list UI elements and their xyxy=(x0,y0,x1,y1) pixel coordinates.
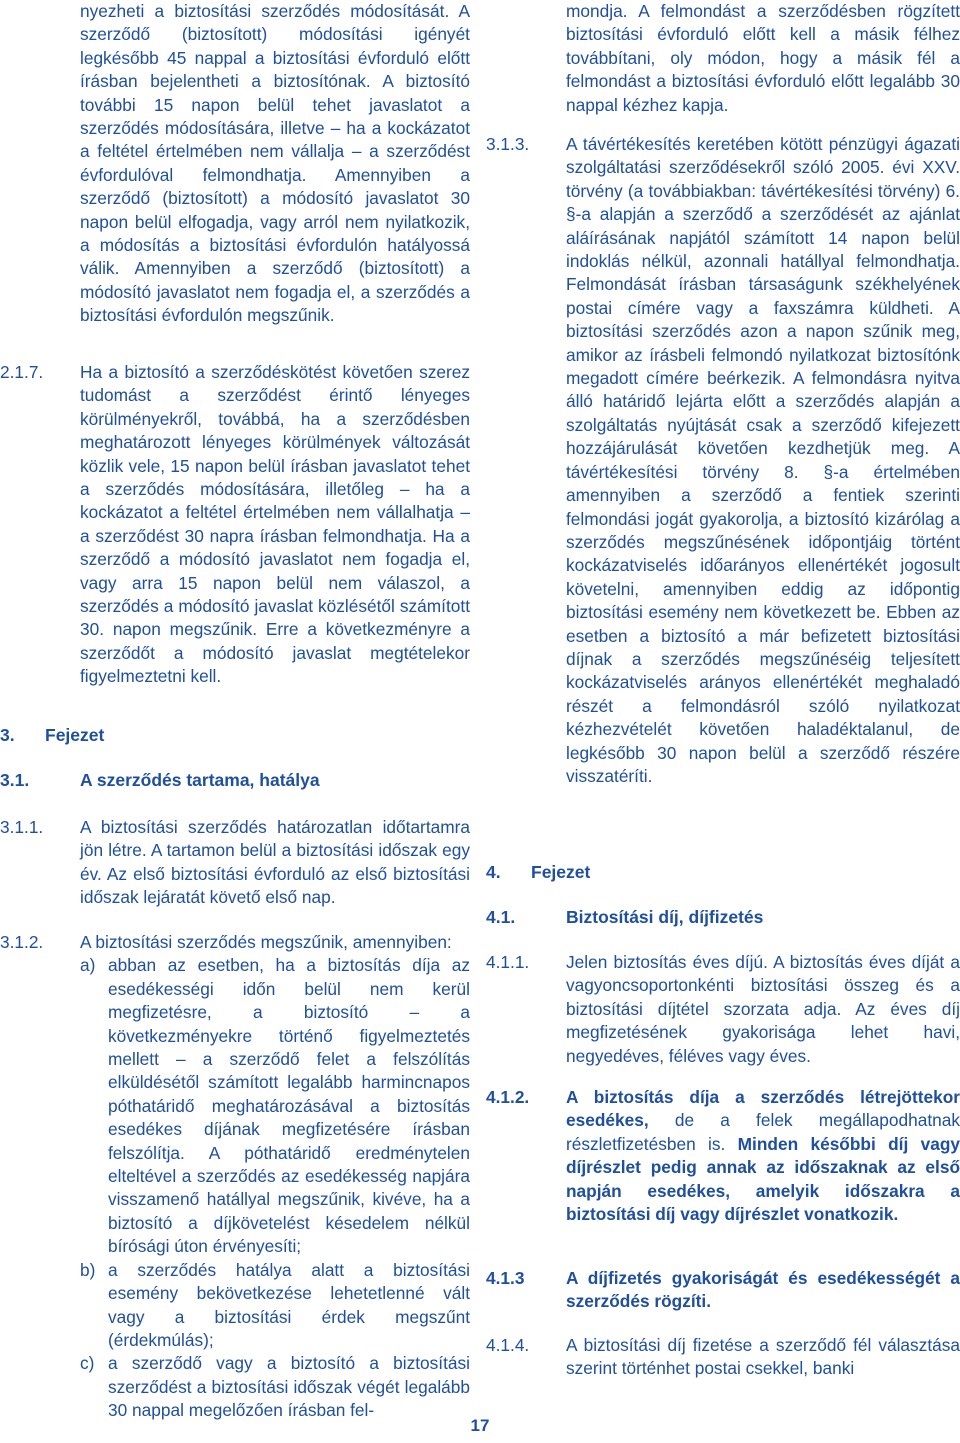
chapter-3-heading xyxy=(0,723,470,747)
page-number: 17 xyxy=(470,1416,490,1435)
section-4-1-3 xyxy=(486,1267,960,1314)
list-text: a szerződő vagy a biztosító a biztosítási szerződést a biztosítási időszak végét legalább 30 nappal megelőzően írásban fel- xyxy=(108,1353,470,1421)
section-2-1-7 xyxy=(0,361,470,689)
continued-paragraph: mondja. A felmondást a szerződésben rögzített biztosítási évforduló előtt kell a másik félhez továbbítani, oly módon, hogy a másik fél a felmondást a biztosítási évforduló előtt legalább 30 nappal kézhez kapja. xyxy=(566,1,960,115)
section-number: 3.1.2. xyxy=(0,932,44,952)
section-4-1-2 xyxy=(486,1086,960,1226)
section-number: 4.1.1. xyxy=(486,952,530,972)
chapter-number: 4. xyxy=(486,862,501,882)
section-text: A biztosítási díj fizetése a szerződő fél választása szerint történhet postai csekkel, banki xyxy=(566,1335,960,1379)
chapter-4-heading xyxy=(486,860,960,884)
list-item xyxy=(80,954,470,1258)
list-marker: a) xyxy=(80,955,96,976)
list-text: a szerződés hatálya alatt a biztosítási esemény bekövetkezése lehetetlenné vált vagy a biztosítási érdek megszűnt (érdekmúlás); xyxy=(108,1259,470,1350)
section-title: Biztosítási díj, díjfizetés xyxy=(566,907,764,927)
list-marker: b) xyxy=(80,1259,96,1280)
section-text: A biztosítási szerződés megszűnik, amennyiben: xyxy=(80,932,452,952)
section-number: 2.1.7. xyxy=(0,362,44,382)
section-number: 4.1.2. xyxy=(486,1087,530,1107)
section-4-1-4 xyxy=(486,1334,960,1381)
section-number: 3.1. xyxy=(0,770,30,790)
section-number: 3.1.3. xyxy=(486,134,530,154)
section-3-1-2 xyxy=(0,931,470,1423)
section-3-1-3 xyxy=(486,133,960,788)
section-text: A díjfizetés gyakoriságát és esedékességét a szerződés rögzíti. xyxy=(566,1268,960,1312)
section-number: 4.1.4. xyxy=(486,1335,530,1355)
continued-paragraph: nyezheti a biztosítási szerződés módosítását. A szerződő (biztosított) módosítási igényét legkésőbb 45 nappal a biztosítási évforduló előtt írásban bejelentheti a biztosítónak. A biztosító további 15 napon belül tehet javaslatot a szerződés módosítására, illetve – ha a kockázatot a feltétel értelmében nem vállalja – a szerződést évfordulóval felmondhatja. Amennyiben a szerződő (biztosított) a módosító javaslatot 30 napon belül elfogadja, vagy arról nem nyilatkozik, a módosítás a biztosítási évfordulón hatályossá válik. Amennyiben a szerződő (biztosított) a módosító javaslatot nem fogadja el, a szerződés a biztosítási évfordulón megszűnik. xyxy=(80,1,470,326)
section-text: A távértékesítés keretében kötött pénzügyi ágazati szolgáltatási szerződésekről szóló 2005. évi XXV. törvény (a továbbiakban: távértékesítési törvény) 6. §-a alapján a szerződő a szerződését az ajánlat aláírásának napjától számított 14 napon belül indoklás nélkül, azonnali hatállyal felmondhatja. Felmondását írásban társaságunk székhelyének postai címére vagy a faxszámra küldheti. A biztosítási szerződés azon a napon szűnik meg, amikor az írásbeli felmondó nyilatkozat biztosítónk megadott címére beérkezik. A felmondásra nyitva álló határidő lejárta előtt a szerződés alapján a szolgáltatás nyújtását csak a szerződő kifejezett hozzájárulását követően kezdhetjük meg. A távértékesítési törvény 8. §-a értelmében amennyiben a szerződő a fentiek szerinti felmondási jogát gyakorolja, a biztosító kizárólag a szerződés megszűnésének időpontjáig történt kockázatviselés időarányos ellenértékét jogosult követelni, amennyiben eddig az időpontig biztosítási esemény nem következett be. Ebben az esetben a biztosító a már befizetett biztosítási díjnak a szerződés megszűnéséig teljesített kockázatviselés arányos ellenértékét meghaladó részét a felmondásról szóló nyilatkozat kézhezvételét követően haladéktalanul, de legkésőbb 30 napon belül a szerződő részére visszatéríti. xyxy=(566,134,960,786)
list-text: abban az esetben, ha a biztosítás díja az esedékességi időn belül nem kerül megfizetésre, a biztosító – a következményekre történő figyelmeztetés mellett – a szerződő felet a felszólítás elküldésétől számított legalább harmincnapos póthatáridő meghatározásával a biztosítás esedékes díjának megfizetésére írásban felszólítja. A póthatáridő eredménytelen elteltével a szerződés az esedékesség napjára visszamenő hatállyal megszűnik, kivéve, ha a biztosító a díjkövetelést késedelem nélkül bírósági úton érvényesíti; xyxy=(108,955,470,1257)
list-marker: c) xyxy=(80,1353,95,1374)
section-text: Ha a biztosító a szerződéskötést követően szerez tudomást a szerződést érintő lényeges körülményekről, továbbá, ha a szerződésben meghatározott lényeges körülmények változását közlik vele, 15 napon belül írásban javaslatot tehet a szerződés módosítására, illetőleg – ha a kockázatot a feltétel értelmében nem vállalhatja – a szerződést 30 napra írásban felmondhatja. Ha a szerződő a módosító javaslatot nem fogadja el, vagy arra 15 napon belül nem válaszol, a szerződés a módosító javaslat közlésétől számított 30. napon megszűnik. Erre a következményre a szerződőt a módosító javaslat megtételekor figyelmeztetni kell. xyxy=(80,362,470,687)
list-item xyxy=(80,1352,470,1422)
list-item xyxy=(80,1259,470,1353)
chapter-title: Fejezet xyxy=(45,725,105,745)
section-intro xyxy=(0,931,470,954)
section-3-1-1 xyxy=(0,816,470,910)
chapter-number: 3. xyxy=(0,725,15,745)
section-4-1-1 xyxy=(486,951,960,1068)
section-text: Jelen biztosítás éves díjú. A biztosítás éves díját a vagyoncsoportonkénti biztosítási összeg és a biztosítási díjtétel szorzata adja. Az éves díj megfizetésének gyakorisága lehet havi, negyedéves, féléves vagy éves. xyxy=(566,952,960,1066)
section-number: 4.1.3 xyxy=(486,1268,525,1288)
section-3-1-heading xyxy=(0,768,470,792)
section-title: A szerződés tartama, hatálya xyxy=(80,770,320,790)
section-number: 3.1.1. xyxy=(0,817,44,837)
section-number: 4.1. xyxy=(486,907,516,927)
section-text: A biztosítási szerződés határozatlan időtartamra jön létre. A tartamon belül a biztosítási időszak egy év. Az első biztosítási évforduló az első biztosítási időszak lejáratát követő első nap. xyxy=(80,817,470,908)
section-text: A biztosítás díja a szerződés létrejöttekor esedékes, de a felek megállapodhatnak részletfizetésben is. Minden későbbi díj vagy díjrészlet pedig annak az időszaknak az első napján esedékes, amelyik időszakra a biztosítási díj vagy díjrészlet vonatkozik. xyxy=(566,1087,960,1225)
chapter-title: Fejezet xyxy=(531,862,591,882)
section-4-1-heading xyxy=(486,905,960,929)
